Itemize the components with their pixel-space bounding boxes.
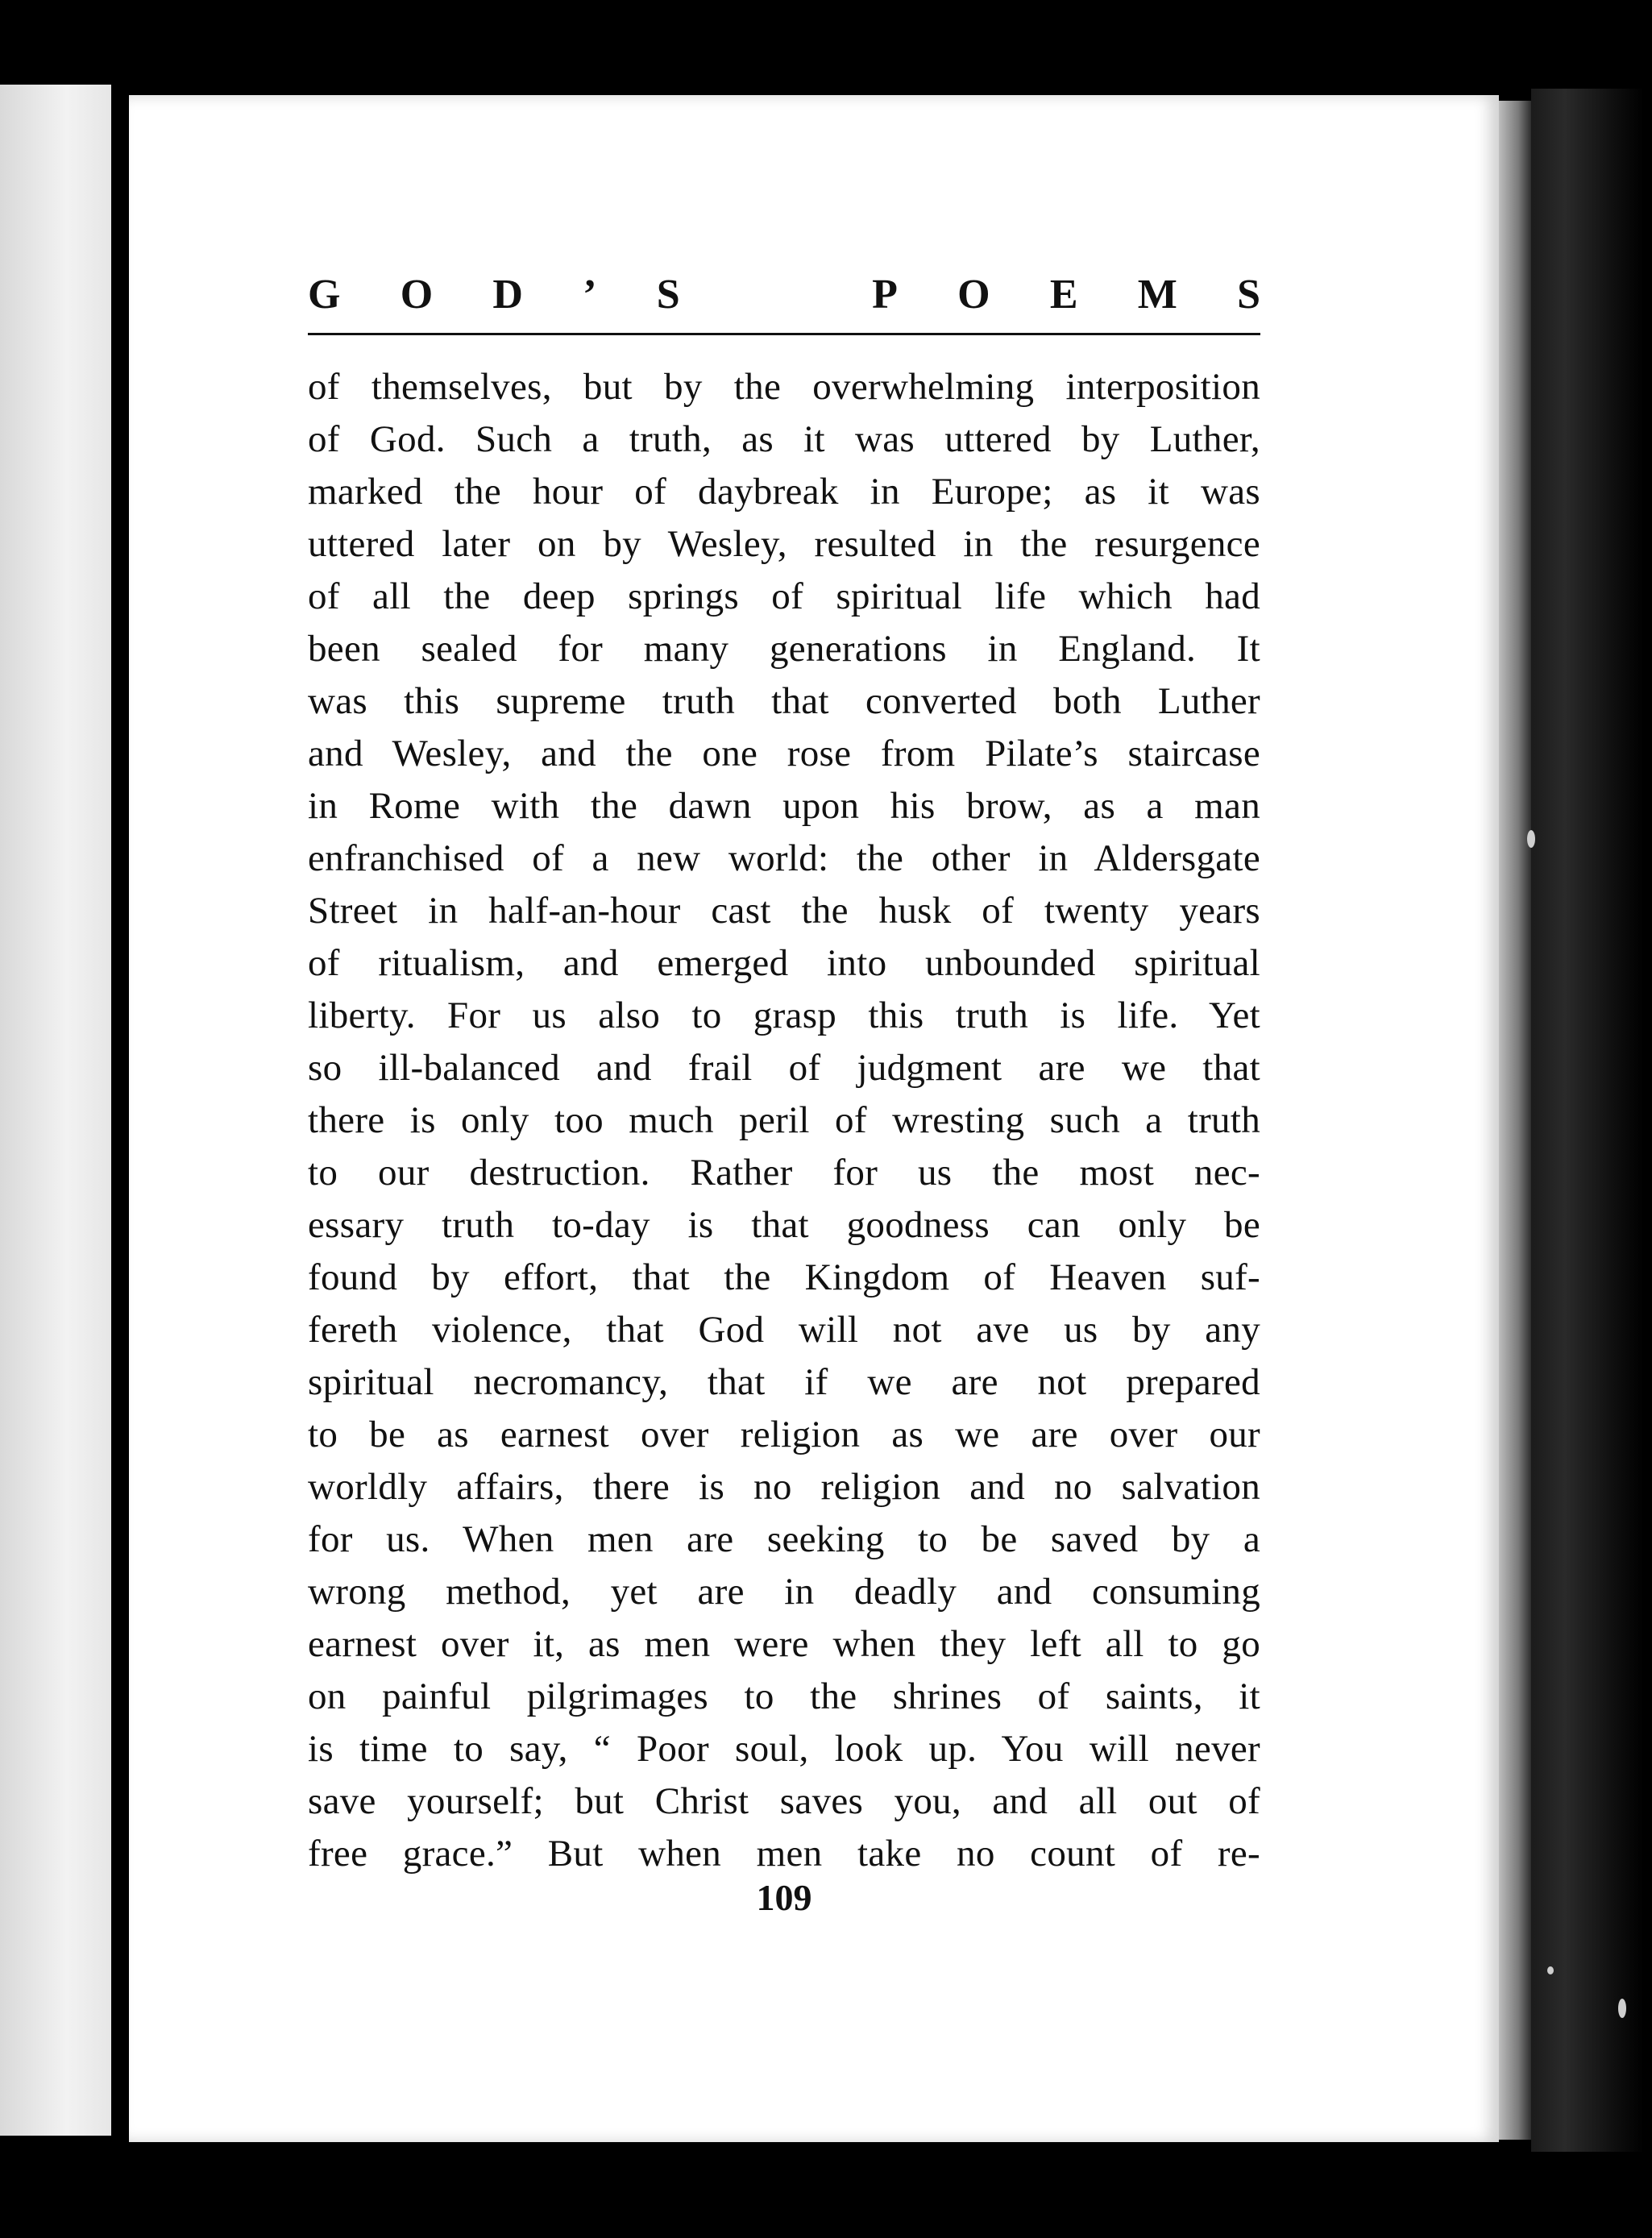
running-head-letter: D (492, 271, 523, 318)
text-line: for us. When men are seeking to be saved by a (308, 1518, 1260, 1560)
text-line: of all the deep springs of spiritual life which had (308, 575, 1260, 617)
text-line: free grace.” But when men take no count of re- (308, 1833, 1260, 1875)
text-line: and Wesley, and the one rose from Pilate’s staircase (308, 733, 1260, 774)
scan-mark (1527, 830, 1535, 848)
text-line: earnest over it, as men were when they left all to go (308, 1623, 1260, 1665)
text-line: was this supreme truth that converted both Luther (308, 680, 1260, 722)
text-line: enfranchised of a new world: the other in Aldersgate (308, 837, 1260, 879)
text-line: found by effort, that the Kingdom of Heaven suf- (308, 1256, 1260, 1298)
text-line: liberty. For us also to grasp this truth is life. Yet (308, 994, 1260, 1036)
running-head (308, 266, 1260, 322)
text-line: spiritual necromancy, that if we are not prepared (308, 1361, 1260, 1403)
scan-mark (1547, 1966, 1554, 1974)
running-head-letter: S (656, 271, 680, 318)
running-head-letter: S (1237, 271, 1260, 318)
running-head-letter: G (308, 271, 341, 318)
text-line: of God. Such a truth, as it was uttered by Luther, (308, 418, 1260, 460)
text-line: on painful pilgrimages to the shrines of saints, it (308, 1675, 1260, 1717)
facing-page-edge (0, 85, 111, 2136)
running-head-letter: ’ (583, 271, 597, 318)
header-rule (308, 333, 1260, 335)
text-line: marked the hour of daybreak in Europe; as it was (308, 471, 1260, 513)
text-line: worldly affairs, there is no religion and no salvation (308, 1466, 1260, 1508)
book-spine (1531, 89, 1644, 2152)
running-head-letter: O (957, 271, 990, 318)
running-head-letter: P (872, 271, 898, 318)
body-text (308, 361, 1260, 1880)
text-line: so ill-balanced and frail of judgment are we that (308, 1047, 1260, 1089)
scan-mark (1618, 1999, 1626, 2018)
text-line: fereth violence, that God will not ave us by any (308, 1309, 1260, 1351)
text-line: save yourself; but Christ saves you, and all out of (308, 1780, 1260, 1822)
text-line: to be as earnest over religion as we are over our (308, 1414, 1260, 1455)
text-line: essary truth to-day is that goodness can only be (308, 1204, 1260, 1246)
text-line: of themselves, but by the overwhelming interposition (308, 366, 1260, 408)
text-line: there is only too much peril of wresting such a truth (308, 1099, 1260, 1141)
text-line: Street in half-an-hour cast the husk of twenty years (308, 890, 1260, 932)
running-head-letter: O (400, 271, 434, 318)
text-line: to our destruction. Rather for us the most nec- (308, 1152, 1260, 1194)
text-line: uttered later on by Wesley, resulted in the resurgence (308, 523, 1260, 565)
text-line: wrong method, yet are in deadly and consuming (308, 1571, 1260, 1613)
running-head-letter: M (1137, 271, 1177, 318)
text-line: of ritualism, and emerged into unbounded spiritual (308, 942, 1260, 984)
text-line: is time to say, “ Poor soul, look up. You will never (308, 1728, 1260, 1770)
page-fore-edge-shadow (1499, 101, 1531, 2140)
text-line: been sealed for many generations in England. It (308, 628, 1260, 670)
page-number: 109 (756, 1877, 812, 1918)
running-head-letter: E (1049, 271, 1078, 318)
text-line: in Rome with the dawn upon his brow, as a man (308, 785, 1260, 827)
